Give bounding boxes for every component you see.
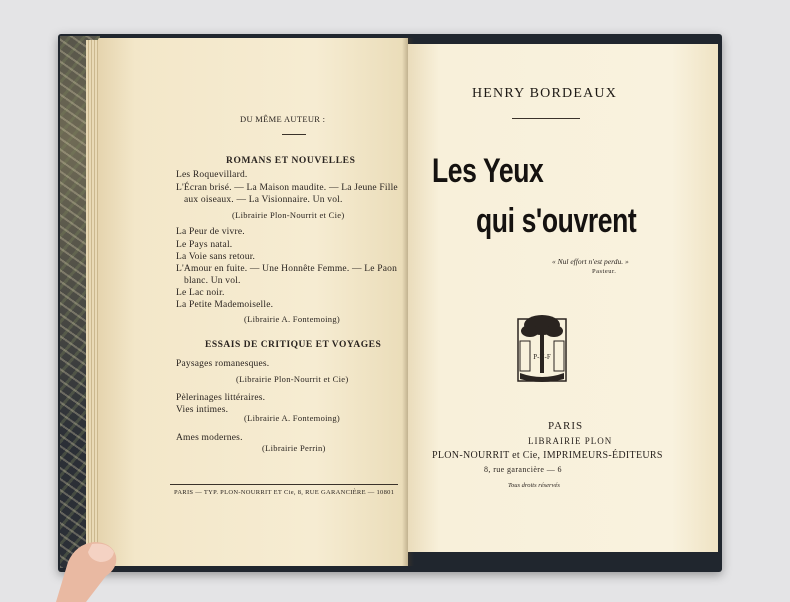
book-line: L'Amour en fuite. — Une Honnête Femme. — Le Paon (176, 264, 398, 274)
header-rule (282, 134, 306, 135)
book-line: Le Lac noir. (176, 288, 225, 298)
rights-reserved: Tous droits réservés (508, 482, 560, 489)
publisher-emblem (516, 311, 568, 383)
book-line: Paysages romanesques. (176, 359, 270, 369)
footer-rule (170, 484, 398, 485)
printer-name: PLON-NOURRIT et Cie, IMPRIMEURS-ÉDITEURS (432, 450, 663, 461)
publisher-note: (Librairie A. Fontemoing) (244, 413, 341, 423)
left-header: DU MÊME AUTEUR : (240, 114, 326, 124)
section-title-essais: ESSAIS DE CRITIQUE ET VOYAGES (205, 340, 382, 350)
book-line: La Peur de vivre. (176, 227, 245, 237)
book-line: Les Roquevillard. (176, 170, 248, 180)
right-page (408, 44, 718, 552)
place-paris: PARIS (548, 420, 584, 432)
section-title-romans: ROMANS ET NOUVELLES (226, 156, 356, 166)
emblem-letters: P-N-F (533, 353, 551, 361)
book-line: La Voie sans retour. (176, 252, 256, 262)
author-name: HENRY BORDEAUX (472, 86, 618, 101)
publisher-note: (Librairie A. Fontemoing) (244, 314, 341, 324)
book-line: L'Écran brisé. — La Maison maudite. — La Jeune Fille (176, 183, 398, 193)
book-title-line2: qui s'ouvrent (476, 202, 637, 240)
epigraph: « Nul effort n'est perdu. » (552, 257, 629, 266)
publisher-note: (Librairie Plon-Nourrit et Cie) (236, 374, 349, 384)
publisher-name: LIBRAIRIE PLON (528, 436, 613, 446)
publisher-note: (Librairie Perrin) (262, 443, 326, 453)
book-line: Le Pays natal. (176, 240, 233, 250)
epigraph-author: Pasteur. (592, 268, 617, 275)
printer-address: 8, rue garancière — 6 (484, 465, 562, 474)
publisher-note: (Librairie Plon-Nourrit et Cie) (232, 210, 345, 220)
printer-footer: PARIS — TYP. PLON-NOURRIT ET Cie, 8, RUE GARANCIÈRE — 10801 (174, 489, 395, 496)
author-rule (512, 118, 580, 119)
book-line: aux oiseaux. — La Visionnaire. Un vol. (184, 195, 343, 205)
book-line: Vies intimes. (176, 405, 229, 415)
book-line: Ames modernes. (176, 433, 243, 443)
thumb (46, 522, 126, 602)
book-title-line1: Les Yeux (432, 152, 544, 190)
book-line: Pèlerinages littéraires. (176, 393, 266, 403)
book-line: La Petite Mademoiselle. (176, 300, 274, 310)
book-line: blanc. Un vol. (184, 276, 241, 286)
